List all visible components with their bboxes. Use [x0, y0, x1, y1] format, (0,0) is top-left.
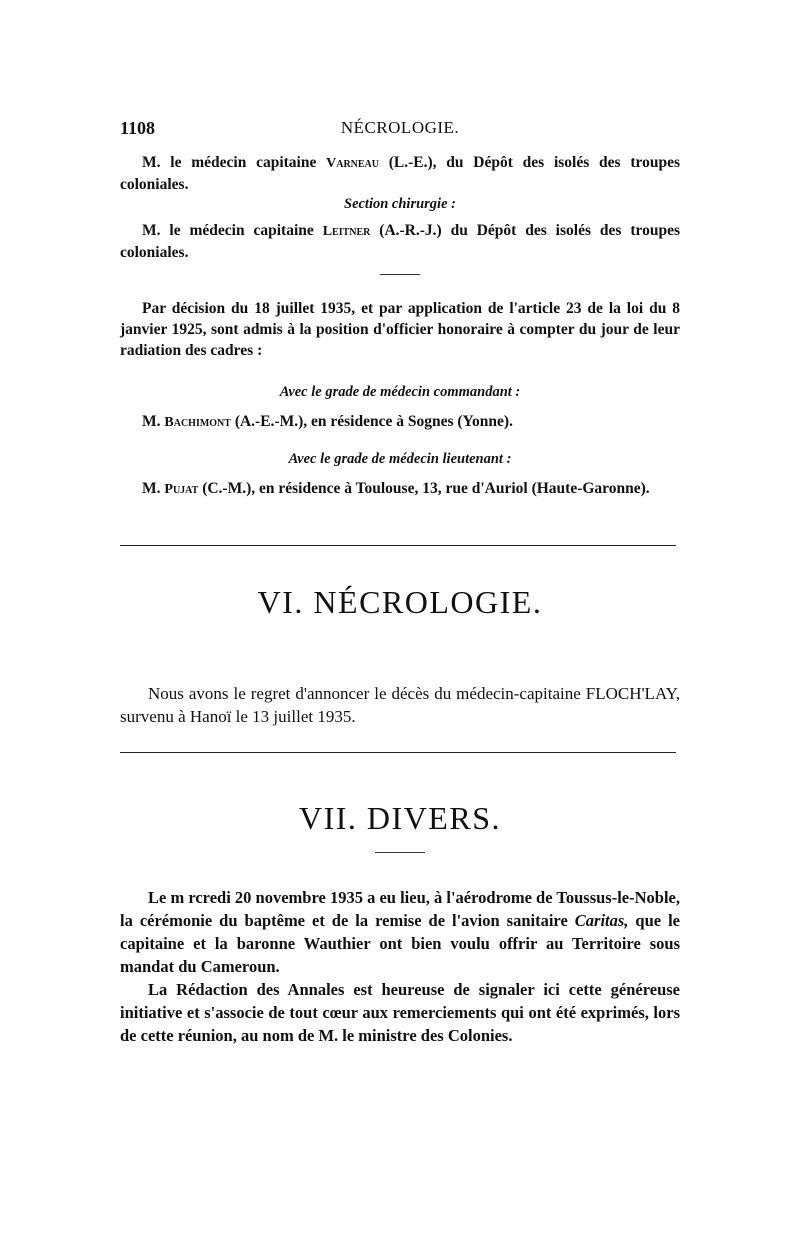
entry-pujat: M. Pujat (C.-M.), en résidence à Toulouse, 13, rue d'Auriol (Haute-Garonne).: [142, 480, 650, 497]
paragraph-decision: Par décision du 18 juillet 1935, et par application de l'article 23 de la loi du 8 janvier 1925, sont admis à la position d'officier honoraire à compter du jour de leur radiation des cadres :: [120, 300, 680, 359]
divers-text: [120, 886, 680, 1047]
name-pujat: Pujat: [164, 482, 199, 497]
section-divider-1: [120, 545, 676, 546]
necrologie-text: Nous avons le regret d'annoncer le décès du médecin-capitaine FLOCH'LAY, survenu à Hanoï le 13 juillet 1935.: [120, 684, 680, 726]
running-title: NÉCROLOGIE.: [340, 118, 460, 137]
name-leitner: Leitner: [322, 224, 371, 239]
divers-paragraph-1: Le m rcredi 20 novembre 1935 a eu lieu, à l'aérodrome de Toussus-le-Noble, la cérémonie du baptême et de la remise de l'avion sanitaire Caritas, que le capitaine et la baronne Wauthier ont bien voulu offrir au Territoire sous mandat du Cameroun.: [120, 888, 680, 976]
grade-commandant-label: Avec le grade de médecin commandant :: [279, 384, 521, 400]
name-varneau: Varneau: [326, 156, 379, 171]
grade-lieutenant-label: Avec le grade de médecin lieutenant :: [288, 451, 512, 467]
divers-paragraph-2: La Rédaction des Annales est heureuse de signaler ici cette généreuse initiative et s'associe de tout cœur aux remerciements qui ont été exprimés, lors de cette réunion, au nom de M. le ministre des Colonies.: [120, 980, 680, 1045]
entry-bachimont: M. Bachimont (A.-E.-M.), en résidence à Sognes (Yonne).: [142, 413, 513, 430]
section-divider-2: [120, 752, 676, 753]
section-chirurgie-label: Section chirurgie :: [344, 196, 456, 212]
short-divider: [380, 274, 420, 275]
section-title-divers: VII. DIVERS.: [299, 800, 501, 836]
aircraft-name: Caritas,: [574, 911, 629, 930]
paragraph-leitner: M. le médecin capitaine Leitner (A.-R.-J.) du Dépôt des isolés des troupes coloniales.: [120, 222, 680, 261]
section-title-necrologie: VI. NÉCROLOGIE.: [257, 584, 543, 620]
page-header: [120, 118, 680, 142]
page-number: 1108: [120, 118, 156, 138]
name-bachimont: Bachimont: [164, 415, 231, 430]
paragraph-varneau: M. le médecin capitaine Varneau (L.-E.), du Dépôt des isolés des troupes coloniales.: [120, 154, 680, 193]
short-divider-divers: [375, 852, 425, 853]
